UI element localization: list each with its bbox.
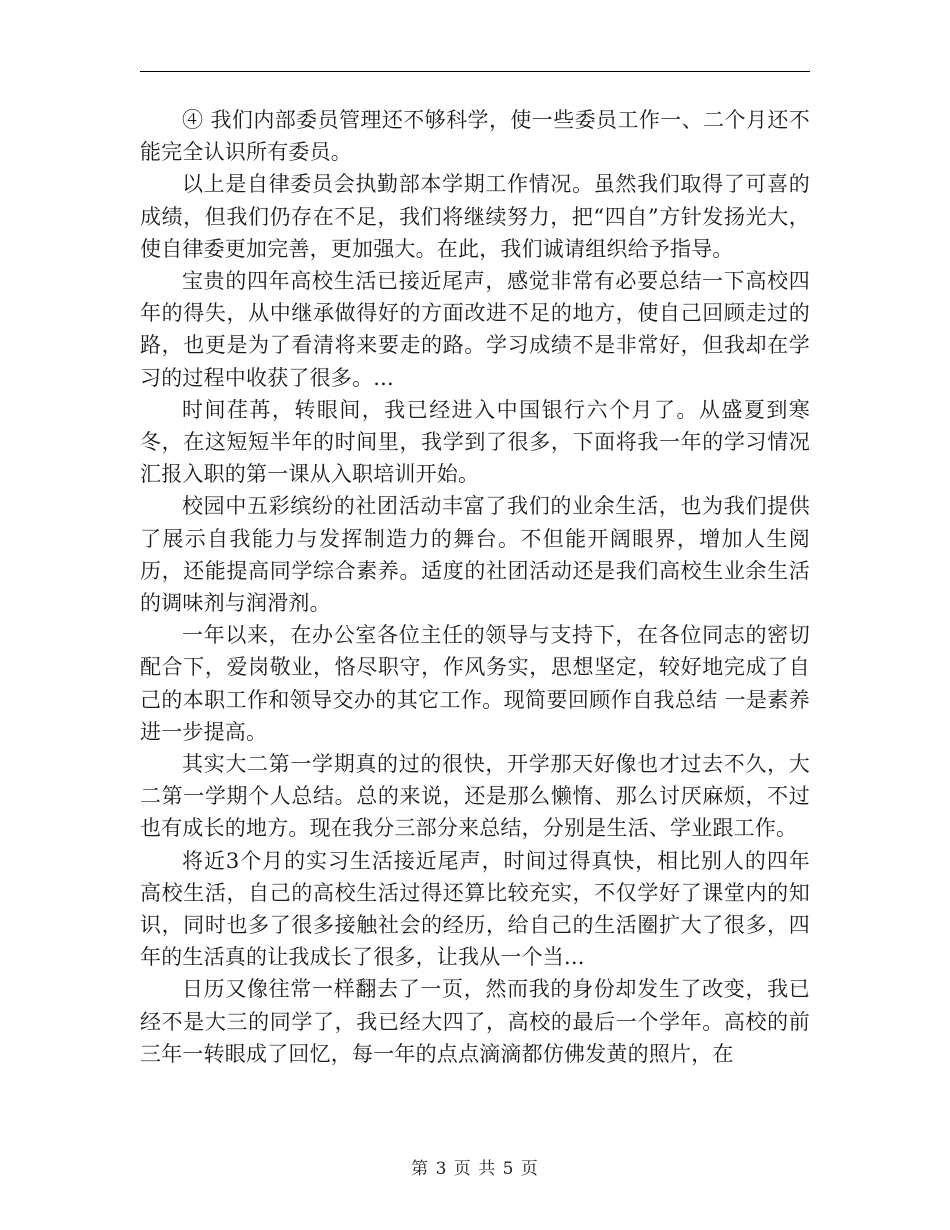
paragraph: 其实大二第一学期真的过的很快，开学那天好像也才过去不久，大二第一学期个人总结。总的来说，还是那么懒惰、那么讨厌麻烦，不过也有成长的地方。现在我分三部分来总结，分别是生活、学业跟工作。 [140,752,810,841]
paragraph: 一年以来，在办公室各位主任的领导与支持下，在各位同志的密切配合下，爱岗敬业，恪尽职守，作风务实，思想坚定，较好地完成了自己的本职工作和领导交办的其它工作。现简要回顾作自我总结 一是素养进一步提高。 [140,623,810,744]
document-body [140,104,810,1070]
paragraph: ④ 我们内部委员管理还不够科学，使一些委员工作一、二个月还不能完全认识所有委员。 [140,108,810,165]
paragraph: 日历又像往常一样翻去了一页，然而我的身份却发生了改变，我已经不是大三的同学了，我已经大四了，高校的最后一个学年。高校的前三年一转眼成了回忆，每一年的点点滴滴都仿佛发黄的照片，在 [140,977,810,1066]
paragraph: 宝贵的四年高校生活已接近尾声，感觉非常有必要总结一下高校四年的得失，从中继承做得好的方面改进不足的地方，使自己回顾走过的路，也更是为了看清将来要走的路。学习成绩不是非常好，但我却在学习的过程中收获了很多。... [140,269,810,390]
paragraph: 校园中五彩缤纷的社团活动丰富了我们的业余生活，也为我们提供了展示自我能力与发挥制造力的舞台。不但能开阔眼界，增加人生阅历，还能提高同学综合素养。适度的社团活动还是我们高校生业余生活的调味剂与润滑剂。 [140,494,810,616]
paragraph: 时间荏苒，转眼间，我已经进入中国银行六个月了。从盛夏到寒冬，在这短短半年的时间里，我学到了很多，下面将我一年的学习情况汇报入职的第一课从入职培训开始。 [140,397,810,487]
page-number-footer: 第 3 页 共 5 页 [411,1159,539,1179]
paragraph: 将近3个月的实习生活接近尾声，时间过得真快，相比别人的四年高校生活，自己的高校生活过得还算比较充实，不仅学好了课堂内的知识，同时也多了很多接触社会的经历，给自己的生活圈扩大了很多，四年的生活真的让我成长了很多，让我从一个当... [140,848,810,970]
paragraph: 以上是自律委员会执勤部本学期工作情况。虽然我们取得了可喜的成绩，但我们仍存在不足，我们将继续努力，把“四自”方针发扬光大，使自律委更加完善，更加强大。在此，我们诚请组织给予指导。 [140,172,810,261]
header-rule [140,71,810,72]
